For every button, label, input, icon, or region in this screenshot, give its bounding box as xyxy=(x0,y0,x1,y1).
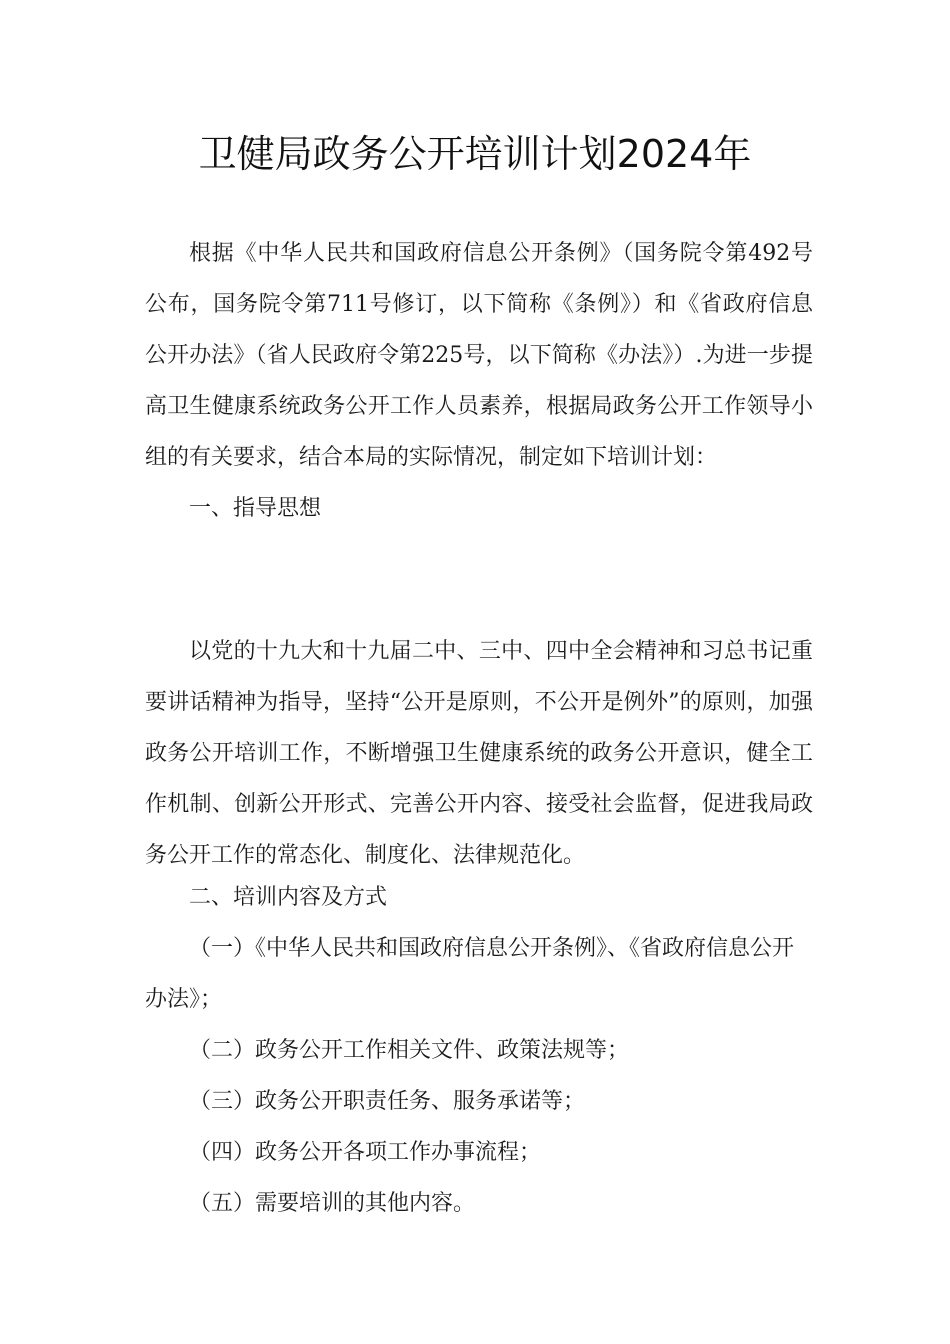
training-item-5: （五）需要培训的其他内容。 xyxy=(189,1191,476,1216)
section-heading-training-content: 二、培训内容及方式 xyxy=(189,885,388,910)
training-item-2: （二）政务公开工作相关文件、政策法规等； xyxy=(189,1038,630,1063)
section-heading-guiding-ideology: 一、指导思想 xyxy=(189,496,322,521)
document-title: 卫健局政务公开培训计划2024年 xyxy=(198,132,752,176)
intro-paragraph: 根据《中华人民共和国政府信息公开条例》（国务院令第492号公布，国务院令第711号修订，以下简称《条例》）和《省政府信息公开办法》（省人民政府令第225号，以下简称《办法》）.为进一步提高卫生健康系统政务公开工作人员素养，根据局政务公开工作领导小组的有关要求，结合本局的实际情况，制定如下培训计划： xyxy=(145,241,813,470)
training-item-4: （四）政务公开各项工作办事流程； xyxy=(189,1140,542,1165)
section1-paragraph: 以党的十九大和十九届二中、三中、四中全会精神和习总书记重要讲话精神为指导，坚持“公开是原则，不公开是例外”的原则，加强政务公开培训工作，不断增强卫生健康系统的政务公开意识，健全工作机制、创新公开形式、完善公开内容、接受社会监督，促进我局政务公开工作的常态化、制度化、法律规范化。 xyxy=(145,639,813,868)
section2-block xyxy=(145,872,813,1229)
section1-block xyxy=(145,626,813,881)
intro-block xyxy=(145,228,813,534)
training-item-3: （三）政务公开职责任务、服务承诺等； xyxy=(189,1089,586,1114)
training-item-1: （一）《中华人民共和国政府信息公开条例》、《省政府信息公开办法》； xyxy=(145,936,795,1012)
